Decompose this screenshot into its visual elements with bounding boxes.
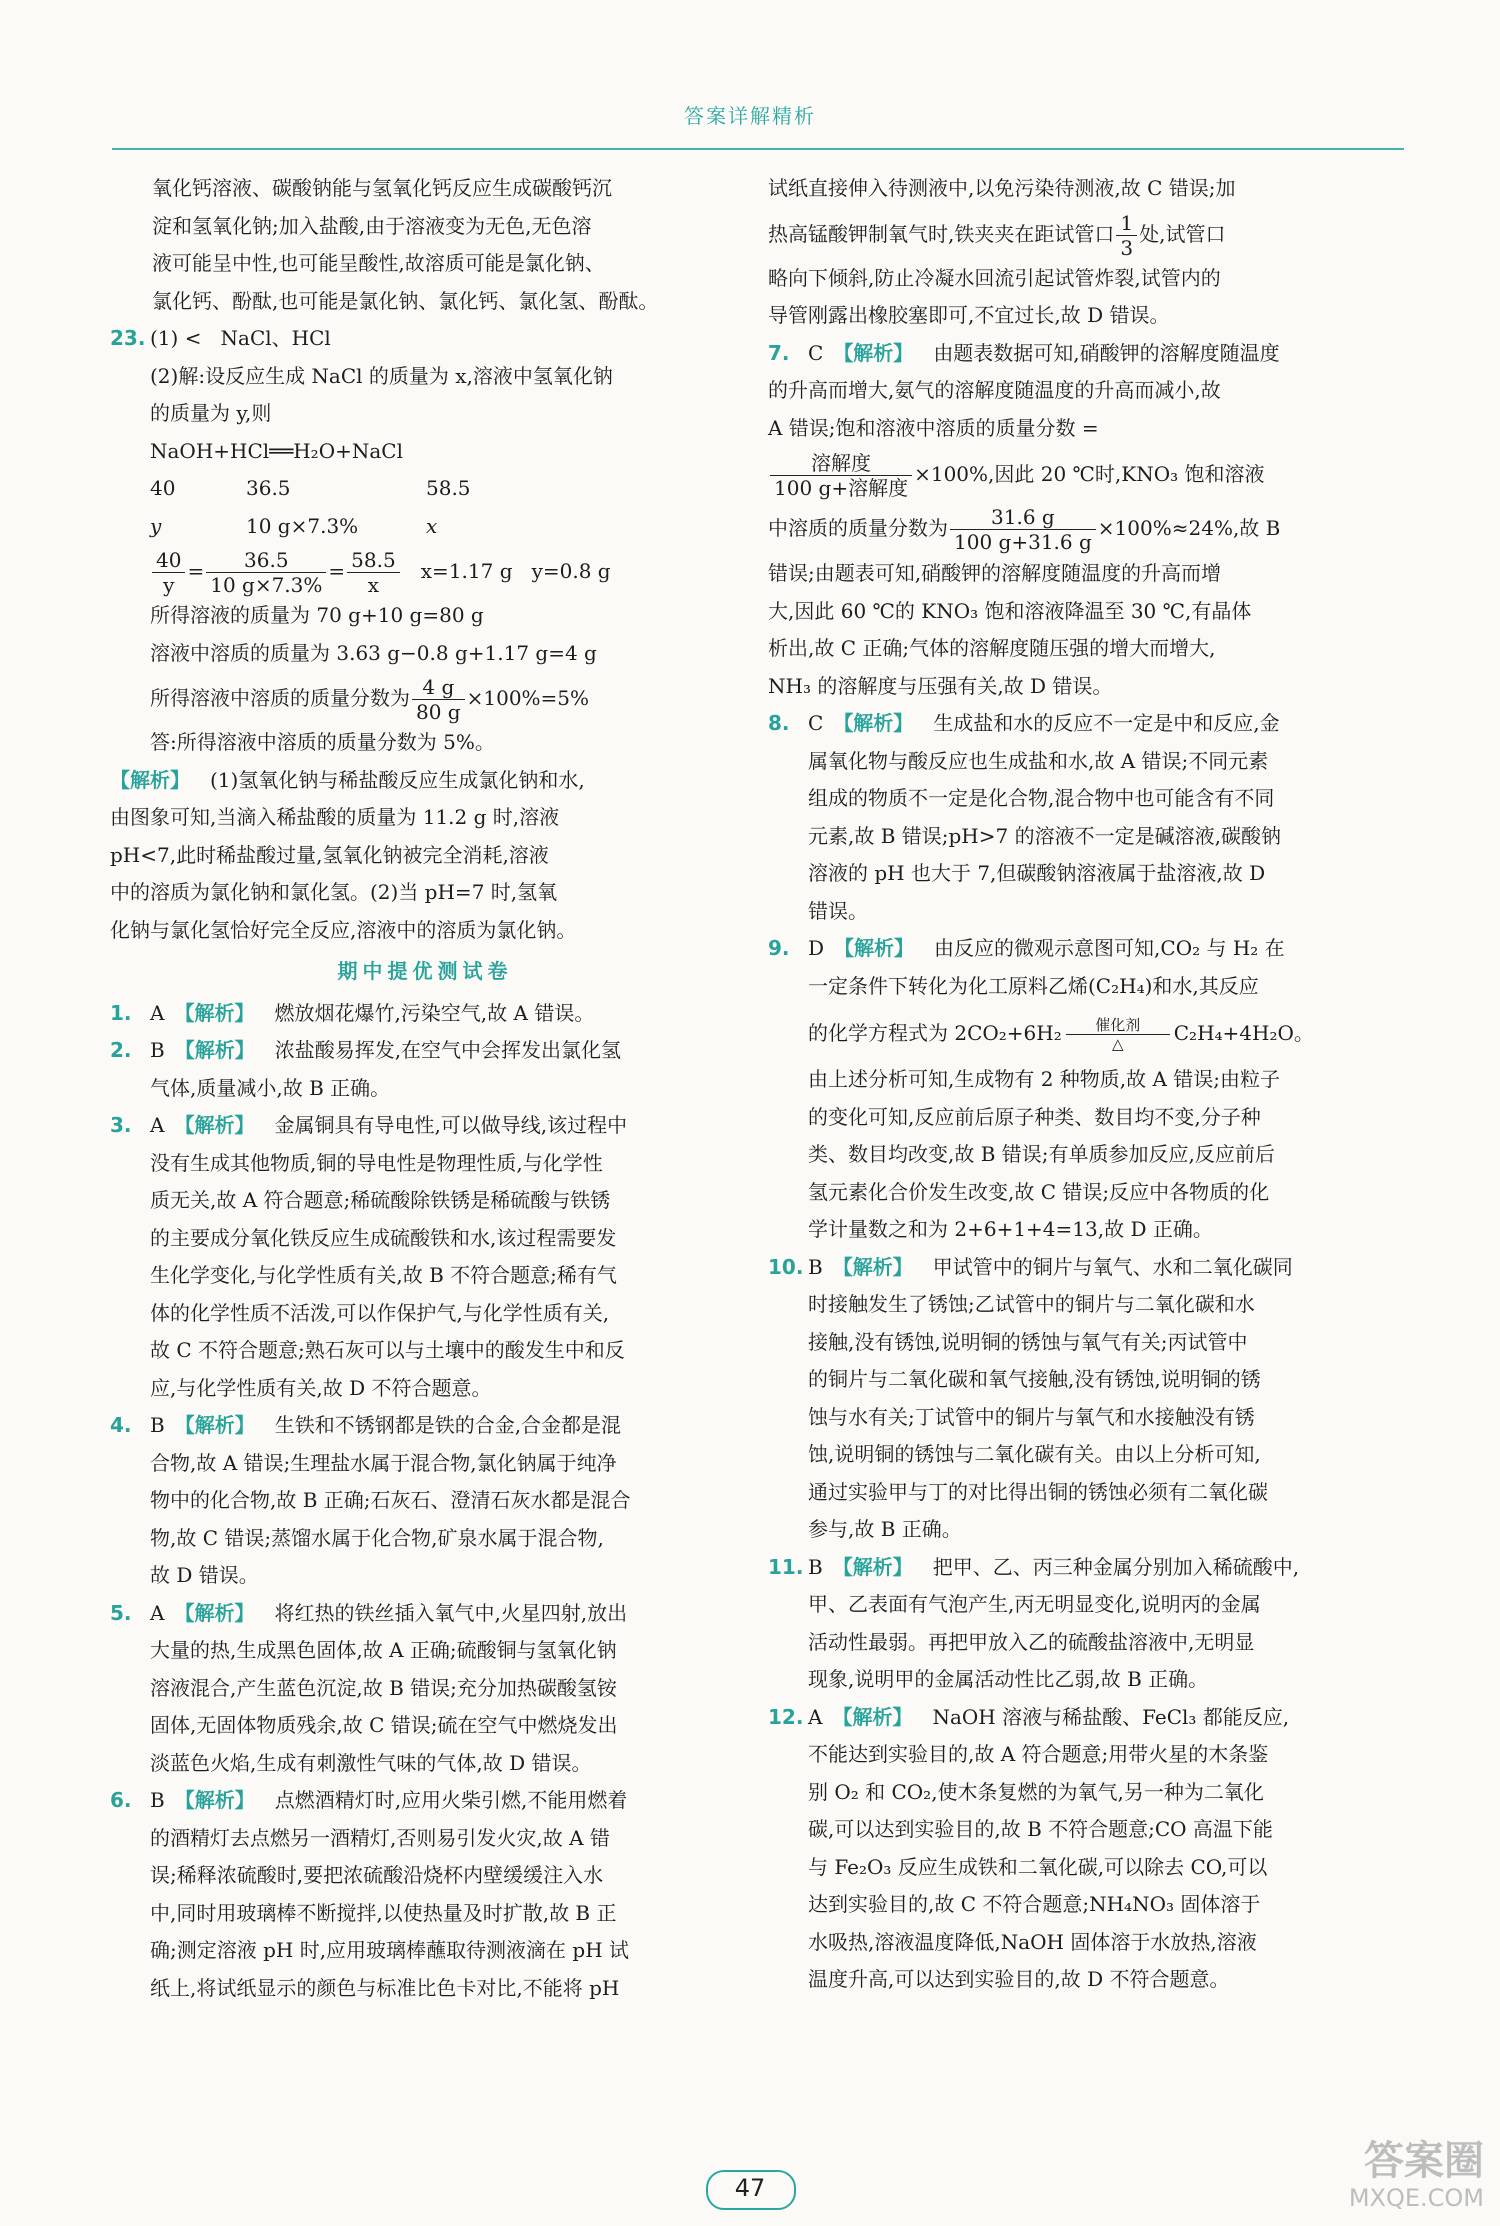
- text-line: 固体,无固体物质残余,故 C 错误;硫在空气中燃烧发出: [150, 1713, 618, 1737]
- analysis-tag: 【解析】: [174, 1113, 255, 1137]
- text-line: [150, 1107, 740, 1145]
- question-number: 2.: [110, 1038, 132, 1062]
- equation-value: 40: [150, 476, 176, 500]
- equation-value: 58.5: [426, 476, 471, 500]
- text-line: 导管刚露出橡胶塞即可,不宜过长,故 D 错误。: [768, 303, 1170, 327]
- text-line: 故 C 不符合题意;熟石灰可以与土壤中的酸发生中和反: [150, 1338, 625, 1362]
- text-line: [150, 995, 740, 1033]
- fraction: $\frac{1}{3}$: [1116, 211, 1137, 260]
- q23-part1: [150, 320, 740, 358]
- text-line: 中,同时用玻璃棒不断搅拌,以使热量及时扩散,故 B 正: [150, 1900, 617, 1925]
- question-number: 5.: [110, 1600, 132, 1625]
- text-line: 略向下倾斜,防止冷凝水回流引起试管炸裂,试管内的: [768, 265, 1221, 290]
- text-line: 溶液中溶质的质量为 3.63 g−0.8 g+1.17 g=4 g: [150, 640, 597, 665]
- text-line: 蚀,说明铜的锈蚀与二氧化碳有关。由以上分析可知,: [808, 1442, 1261, 1466]
- text-line: 活动性最弱。再把甲放入乙的硫酸盐溶液中,无明显: [808, 1629, 1255, 1654]
- text-line: 故 D 错误。: [150, 1563, 259, 1587]
- text-fragment: 所得溶液中溶质的质量分数为 5%。: [176, 730, 495, 754]
- text-fragment: 生成盐和水的反应不一定是中和反应,金: [933, 711, 1280, 735]
- text-line: 溶液的 pH 也大于 7,但碳酸钠溶液属于盐溶液,故 D: [808, 861, 1266, 885]
- answer-letter: A: [808, 1704, 823, 1729]
- text-line: 气体,质量减小,故 B 正确。: [150, 1075, 391, 1100]
- text-line: 淀和氢氧化钠;加入盐酸,由于溶液变为无色,无色溶: [152, 213, 592, 238]
- text-line: 甲、乙表面有气泡产生,丙无明显变化,说明丙的金属: [808, 1592, 1261, 1616]
- text-line: 的变化可知,反应前后原子种类、数目均不变,分子种: [808, 1104, 1261, 1129]
- analysis-tag: 【解析】: [833, 711, 914, 735]
- part-label: (1): [150, 326, 179, 350]
- equation-value: 36.5: [246, 476, 291, 500]
- text-line: 的主要成分氧化铁反应生成硫酸铁和水,该过程需要发: [150, 1225, 617, 1250]
- text-fragment: ×100%,因此 20 ℃时,KNO₃ 饱和溶液: [914, 462, 1265, 486]
- text-fragment: C₂H₄+4H₂O。: [1173, 1021, 1314, 1045]
- heat-symbol: △: [1111, 1035, 1124, 1053]
- analysis-tag: 【解析】: [834, 936, 915, 960]
- text-line: 通过实验甲与丁的对比得出铜的锈蚀必须有二氧化碳: [808, 1479, 1268, 1504]
- text-fragment: 处,试管口: [1139, 221, 1226, 246]
- answer-line: [150, 724, 740, 762]
- fraction: $\frac{40}{y}$: [152, 548, 185, 597]
- answer-letter: B: [150, 1038, 165, 1062]
- left-column: [110, 170, 740, 2007]
- text-line: 氧化钙溶液、碳酸钠能与氢氧化钙反应生成碳酸钙沉: [152, 176, 612, 200]
- text-line: 纸上,将试纸显示的颜色与标准比色卡对比,不能将 pH: [150, 1975, 620, 2000]
- section-title: 期中提优测试卷: [337, 959, 513, 983]
- text-line: 的酒精灯去点燃另一酒精灯,否则易引发火灾,故 A 错: [150, 1825, 610, 1850]
- analysis-tag: 【解析】: [110, 767, 190, 792]
- text-line: [768, 208, 1400, 260]
- question-item: [768, 1699, 1400, 1999]
- equation-value: y: [150, 513, 162, 538]
- answer-letter: B: [808, 1554, 823, 1579]
- text-fragment: 由反应的微观示意图可知,CO₂ 与 H₂ 在: [934, 936, 1285, 960]
- text-fragment: 金属铜具有导电性,可以做导线,该过程中: [274, 1113, 628, 1137]
- reaction-arrow: [1066, 1016, 1170, 1053]
- text-line: 中的溶质为氯化钠和氯化氢。(2)当 pH=7 时,氢氧: [110, 880, 558, 904]
- text-line: (2)解:设反应生成 NaCl 的质量为 x,溶液中氢氧化钠: [150, 363, 613, 388]
- question-item: [110, 1032, 740, 1107]
- answer-letter: C: [808, 711, 824, 735]
- text-line: [150, 1032, 740, 1070]
- mass-fraction-line: [150, 672, 740, 724]
- text-line: 组成的物质不一定是化合物,混合物中也可能含有不同: [808, 786, 1275, 810]
- answer-prefix: 答:: [150, 730, 177, 754]
- analysis-tag: 【解析】: [174, 1600, 255, 1625]
- text-line: 属氧化物与酸反应也生成盐和水,故 A 错误;不同元素: [808, 748, 1269, 773]
- text-line: A 错误;饱和溶液中溶质的质量分数 =: [768, 415, 1099, 440]
- molar-mass-row: [150, 470, 740, 508]
- text-line: 的升高而增大,氨气的溶解度随温度的升高而减小,故: [768, 378, 1221, 402]
- text-fragment: ×100%=5%: [466, 686, 590, 710]
- text-line: 由上述分析可知,生成物有 2 种物质,故 A 错误;由粒子: [808, 1067, 1281, 1091]
- right-column: [768, 170, 1400, 1999]
- question-number: 7.: [768, 340, 790, 365]
- question-item: [110, 1407, 740, 1595]
- text-fragment: 把甲、乙、丙三种金属分别加入稀硫酸中,: [932, 1554, 1300, 1579]
- fraction: $\frac{58.5}{x}$: [347, 548, 400, 597]
- question-number: 12.: [768, 1704, 804, 1729]
- text-line: [150, 1595, 740, 1633]
- text-line: 学计量数之和为 2+6+1+4=13,故 D 正确。: [808, 1217, 1213, 1241]
- text-fragment: 点燃酒精灯时,应用火柴引燃,不能用燃着: [274, 1788, 628, 1812]
- text-line: 现象,说明甲的金属活动性比乙弱,故 B 正确。: [808, 1667, 1209, 1691]
- analysis-tag: 【解析】: [174, 1413, 255, 1437]
- text-fragment: 生铁和不锈钢都是铁的合金,合金都是混: [274, 1413, 622, 1437]
- text-line: 误;稀释浓硫酸时,要把浓硫酸沿烧杯内壁缓缓注入水: [150, 1863, 604, 1887]
- question-number: 10.: [768, 1254, 804, 1279]
- text-line: pH<7,此时稀盐酸过量,氢氧化钠被完全消耗,溶液: [110, 842, 549, 867]
- text-fragment: ×100%≈24%,故 B: [1097, 516, 1281, 540]
- text-line: 氢元素化合价发生改变,故 C 错误;反应中各物质的化: [808, 1179, 1270, 1204]
- text-line: 试纸直接伸入待测液中,以免污染待测液,故 C 错误;加: [768, 176, 1236, 200]
- text-line: 大量的热,生成黑色固体,故 A 正确;硫酸铜与氢氧化钠: [150, 1638, 617, 1662]
- answer-letter: A: [150, 1113, 165, 1137]
- question-number: 11.: [768, 1554, 804, 1579]
- text-line: 错误;由题表可知,硝酸钾的溶解度随温度的升高而增: [768, 561, 1222, 585]
- text-line: 温度升高,可以达到实验目的,故 D 不符合题意。: [808, 1967, 1230, 1991]
- analysis-tag: 【解析】: [174, 1038, 255, 1062]
- answer-letter: B: [150, 1788, 165, 1812]
- text-fragment: 将红热的铁丝插入氧气中,火星四射,放出: [274, 1600, 628, 1625]
- analysis-tag: 【解析】: [832, 1554, 913, 1579]
- question-9: [768, 930, 1400, 1249]
- text-line: 与 Fe₂O₃ 反应生成铁和二氧化碳,可以除去 CO,可以: [808, 1854, 1268, 1879]
- question-number: 9.: [768, 936, 790, 960]
- text-line: [808, 1699, 1400, 1737]
- question-item: [110, 1595, 740, 1783]
- text-line: 体的化学性质不活泼,可以作保护气,与化学性质有关,: [150, 1300, 610, 1325]
- answer-letter: B: [150, 1413, 165, 1437]
- fraction: $\frac{\text{溶解度}}{\text{100 g+溶解度}}$: [770, 451, 912, 500]
- unknown-row: [150, 508, 740, 546]
- text-line: [808, 1549, 1400, 1587]
- reaction-equation: [808, 1005, 1400, 1061]
- text-fragment: 中溶质的质量分数为: [768, 516, 948, 540]
- analysis-tag: 【解析】: [174, 1788, 255, 1812]
- analysis-tag: 【解析】: [833, 340, 914, 365]
- question-number: 4.: [110, 1413, 132, 1437]
- text-line: 不能达到实验目的,故 A 符合题意;用带火星的木条鉴: [808, 1742, 1269, 1766]
- text-fragment: 的化学方程式为 2CO₂+6H₂: [808, 1021, 1062, 1045]
- page-header-title: 答案详解精析: [684, 104, 816, 128]
- question-8: [768, 705, 1400, 930]
- text-line: 水吸热,溶液温度降低,NaOH 固体溶于水放热,溶液: [808, 1929, 1257, 1954]
- text-line: 的质量为 y,则: [150, 401, 272, 425]
- text-line: 析出,故 C 正确;气体的溶解度随压强的增大而增大,: [768, 636, 1216, 660]
- text-fragment: (1)氢氧化钠与稀盐酸反应生成氯化钠和水,: [210, 767, 585, 792]
- text-fragment: 由题表数据可知,硝酸钾的溶解度随温度: [933, 340, 1280, 365]
- text-line: 物,故 C 错误;蒸馏水属于化合物,矿泉水属于混合物,: [150, 1525, 604, 1550]
- text-line: [808, 1249, 1400, 1287]
- text-line: 错误。: [808, 898, 868, 923]
- text-line: 的铜片与二氧化碳和氧气接触,没有锈蚀,说明铜的锈: [808, 1367, 1261, 1391]
- left-items: [110, 995, 740, 2008]
- question-number: 23.: [110, 326, 146, 350]
- answer-letter: C: [808, 340, 824, 365]
- text-line: 元素,故 B 错误;pH>7 的溶液不一定是碱溶液,碳酸钠: [808, 823, 1281, 848]
- header-divider: [112, 148, 1404, 150]
- text-line: [768, 501, 1400, 555]
- fraction: $\frac{31.6 g}{100 g+31.6 g}$: [950, 505, 1096, 554]
- text-line: 所得溶液的质量为 70 g+10 g=80 g: [150, 603, 484, 627]
- text-line: 时接触发生了锈蚀;乙试管中的铜片与二氧化碳和水: [808, 1292, 1255, 1316]
- text-line: 液可能呈中性,也可能呈酸性,故溶质可能是氯化钠、: [152, 251, 605, 275]
- equation-value: 10 g×7.3%: [246, 513, 359, 538]
- text-fragment: 所得溶液中溶质的质量分数为: [150, 686, 410, 710]
- text-line: 物中的化合物,故 B 正确;石灰石、澄清石灰水都是混合: [150, 1488, 631, 1512]
- right-items: [768, 1249, 1400, 1999]
- chemical-equation: NaOH+HCl══H₂O+NaCl: [150, 438, 403, 463]
- question-item: [110, 1107, 740, 1407]
- text-line: 参与,故 B 正确。: [808, 1517, 962, 1541]
- text-fragment: 浓盐酸易挥发,在空气中会挥发出氯化氢: [274, 1038, 622, 1062]
- text-line: [150, 1782, 740, 1820]
- question-7: [768, 335, 1400, 706]
- fraction: $\frac{4 g}{80 g}$: [412, 675, 465, 724]
- text-fragment: 燃放烟花爆竹,污染空气,故 A 错误。: [274, 1000, 595, 1025]
- watermark-logo: [1304, 2138, 1484, 2218]
- text-line: 类、数目均改变,故 B 错误;有单质参加反应,反应前后: [808, 1142, 1275, 1166]
- text-line: [150, 1407, 740, 1445]
- answer-letter: B: [808, 1254, 823, 1279]
- text-fragment: 热高锰酸钾制氧气时,铁夹夹在距试管口: [768, 221, 1115, 246]
- fraction: $\frac{36.5}{10 g\times 7.3\%}$: [206, 548, 326, 597]
- text-line: 确;测定溶液 pH 时,应用玻璃棒蘸取待测液滴在 pH 试: [150, 1938, 630, 1962]
- catalyst-label: 催化剂: [1095, 1016, 1141, 1034]
- text-line: 达到实验目的,故 C 不符合题意;NH₄NO₃ 固体溶于: [808, 1892, 1261, 1916]
- question-23: [110, 320, 740, 762]
- question-item: [110, 1782, 740, 2007]
- text-line: 碳,可以达到实验目的,故 B 不符合题意;CO 高温下能: [808, 1817, 1273, 1841]
- analysis-tag: 【解析】: [832, 1254, 913, 1279]
- question-item: [768, 1549, 1400, 1699]
- q23-analysis: [110, 762, 740, 950]
- text-line: 生化学变化,与化学性质有关,故 B 不符合题意;稀有气: [150, 1263, 617, 1287]
- question-item: [110, 995, 740, 1033]
- text-line: NH₃ 的溶解度与压强有关,故 D 错误。: [768, 673, 1113, 698]
- text-line: 大,因此 60 ℃的 KNO₃ 饱和溶液降温至 30 ℃,有晶体: [768, 598, 1252, 623]
- less-than-symbol: <: [184, 326, 202, 350]
- question-number: 3.: [110, 1113, 132, 1137]
- page-number: 47: [734, 2174, 766, 2202]
- text-line: 别 O₂ 和 CO₂,使木条复燃的为氧气,另一种为二氧化: [808, 1779, 1264, 1804]
- text-line: 淡蓝色火焰,生成有刺激性气味的气体,故 D 错误。: [150, 1750, 592, 1775]
- answer-letter: A: [150, 1600, 165, 1625]
- text-line: 合物,故 A 错误;生理盐水属于混合物,氯化钠属于纯净: [150, 1450, 617, 1475]
- answer-letter: D: [808, 936, 825, 960]
- watermark-url: MXQE.COM: [1348, 2184, 1484, 2212]
- part1-answer: NaCl、HCl: [220, 326, 331, 350]
- text-line: 应,与化学性质有关,故 D 不符合题意。: [150, 1375, 492, 1400]
- text-line: 蚀与水有关;丁试管中的铜片与氧气和水接触没有锈: [808, 1404, 1255, 1429]
- equation-value: x: [426, 513, 438, 538]
- intro-paragraph: [110, 170, 740, 320]
- text-fragment: NaOH 溶液与稀盐酸、FeCl₃ 都能反应,: [932, 1704, 1290, 1729]
- text-line: [768, 447, 1400, 501]
- answer-letter: A: [150, 1000, 165, 1025]
- text-line: 质无关,故 A 符合题意;稀硫酸除铁锈是稀硫酸与铁锈: [150, 1188, 611, 1212]
- text-fragment: 甲试管中的铜片与氧气、水和二氧化碳同: [932, 1254, 1293, 1279]
- text-line: 氯化钙、酚酞,也可能是氯化钠、氯化钙、氯化氢、酚酞。: [152, 288, 659, 313]
- text-line: 接触,没有锈蚀,说明铜的锈蚀与氧气有关;丙试管中: [808, 1329, 1248, 1354]
- question-item: [768, 1249, 1400, 1549]
- text-line: 溶液混合,产生蓝色沉淀,故 B 错误;充分加热碳酸氢铵: [150, 1675, 617, 1700]
- question-number: 8.: [768, 711, 790, 735]
- watermark-text: 答案圈: [1364, 2138, 1484, 2184]
- text-line: 没有生成其他物质,铜的导电性是物理性质,与化学性: [150, 1150, 603, 1175]
- text-line: 化钠与氯化氢恰好完全反应,溶液中的溶质为氯化钠。: [110, 917, 577, 942]
- analysis-tag: 【解析】: [174, 1000, 255, 1025]
- ratio-results: x=1.17 g y=0.8 g: [420, 559, 611, 583]
- ratio-line: $\frac{40}{y}$ = $\frac{36.5}{10 g\times 7.3\%}$ = $\frac{58.5}{x}$ x=1.17 g y=0.8 g: [150, 545, 740, 597]
- q6-continuation: [768, 170, 1400, 335]
- text-line: 由图象可知,当滴入稀盐酸的质量为 11.2 g 时,溶液: [110, 805, 560, 829]
- analysis-tag: 【解析】: [832, 1704, 913, 1729]
- question-number: 1.: [110, 1000, 132, 1025]
- text-line: 一定条件下转化为化工原料乙烯(C₂H₄)和水,其反应: [808, 973, 1259, 998]
- question-number: 6.: [110, 1788, 132, 1812]
